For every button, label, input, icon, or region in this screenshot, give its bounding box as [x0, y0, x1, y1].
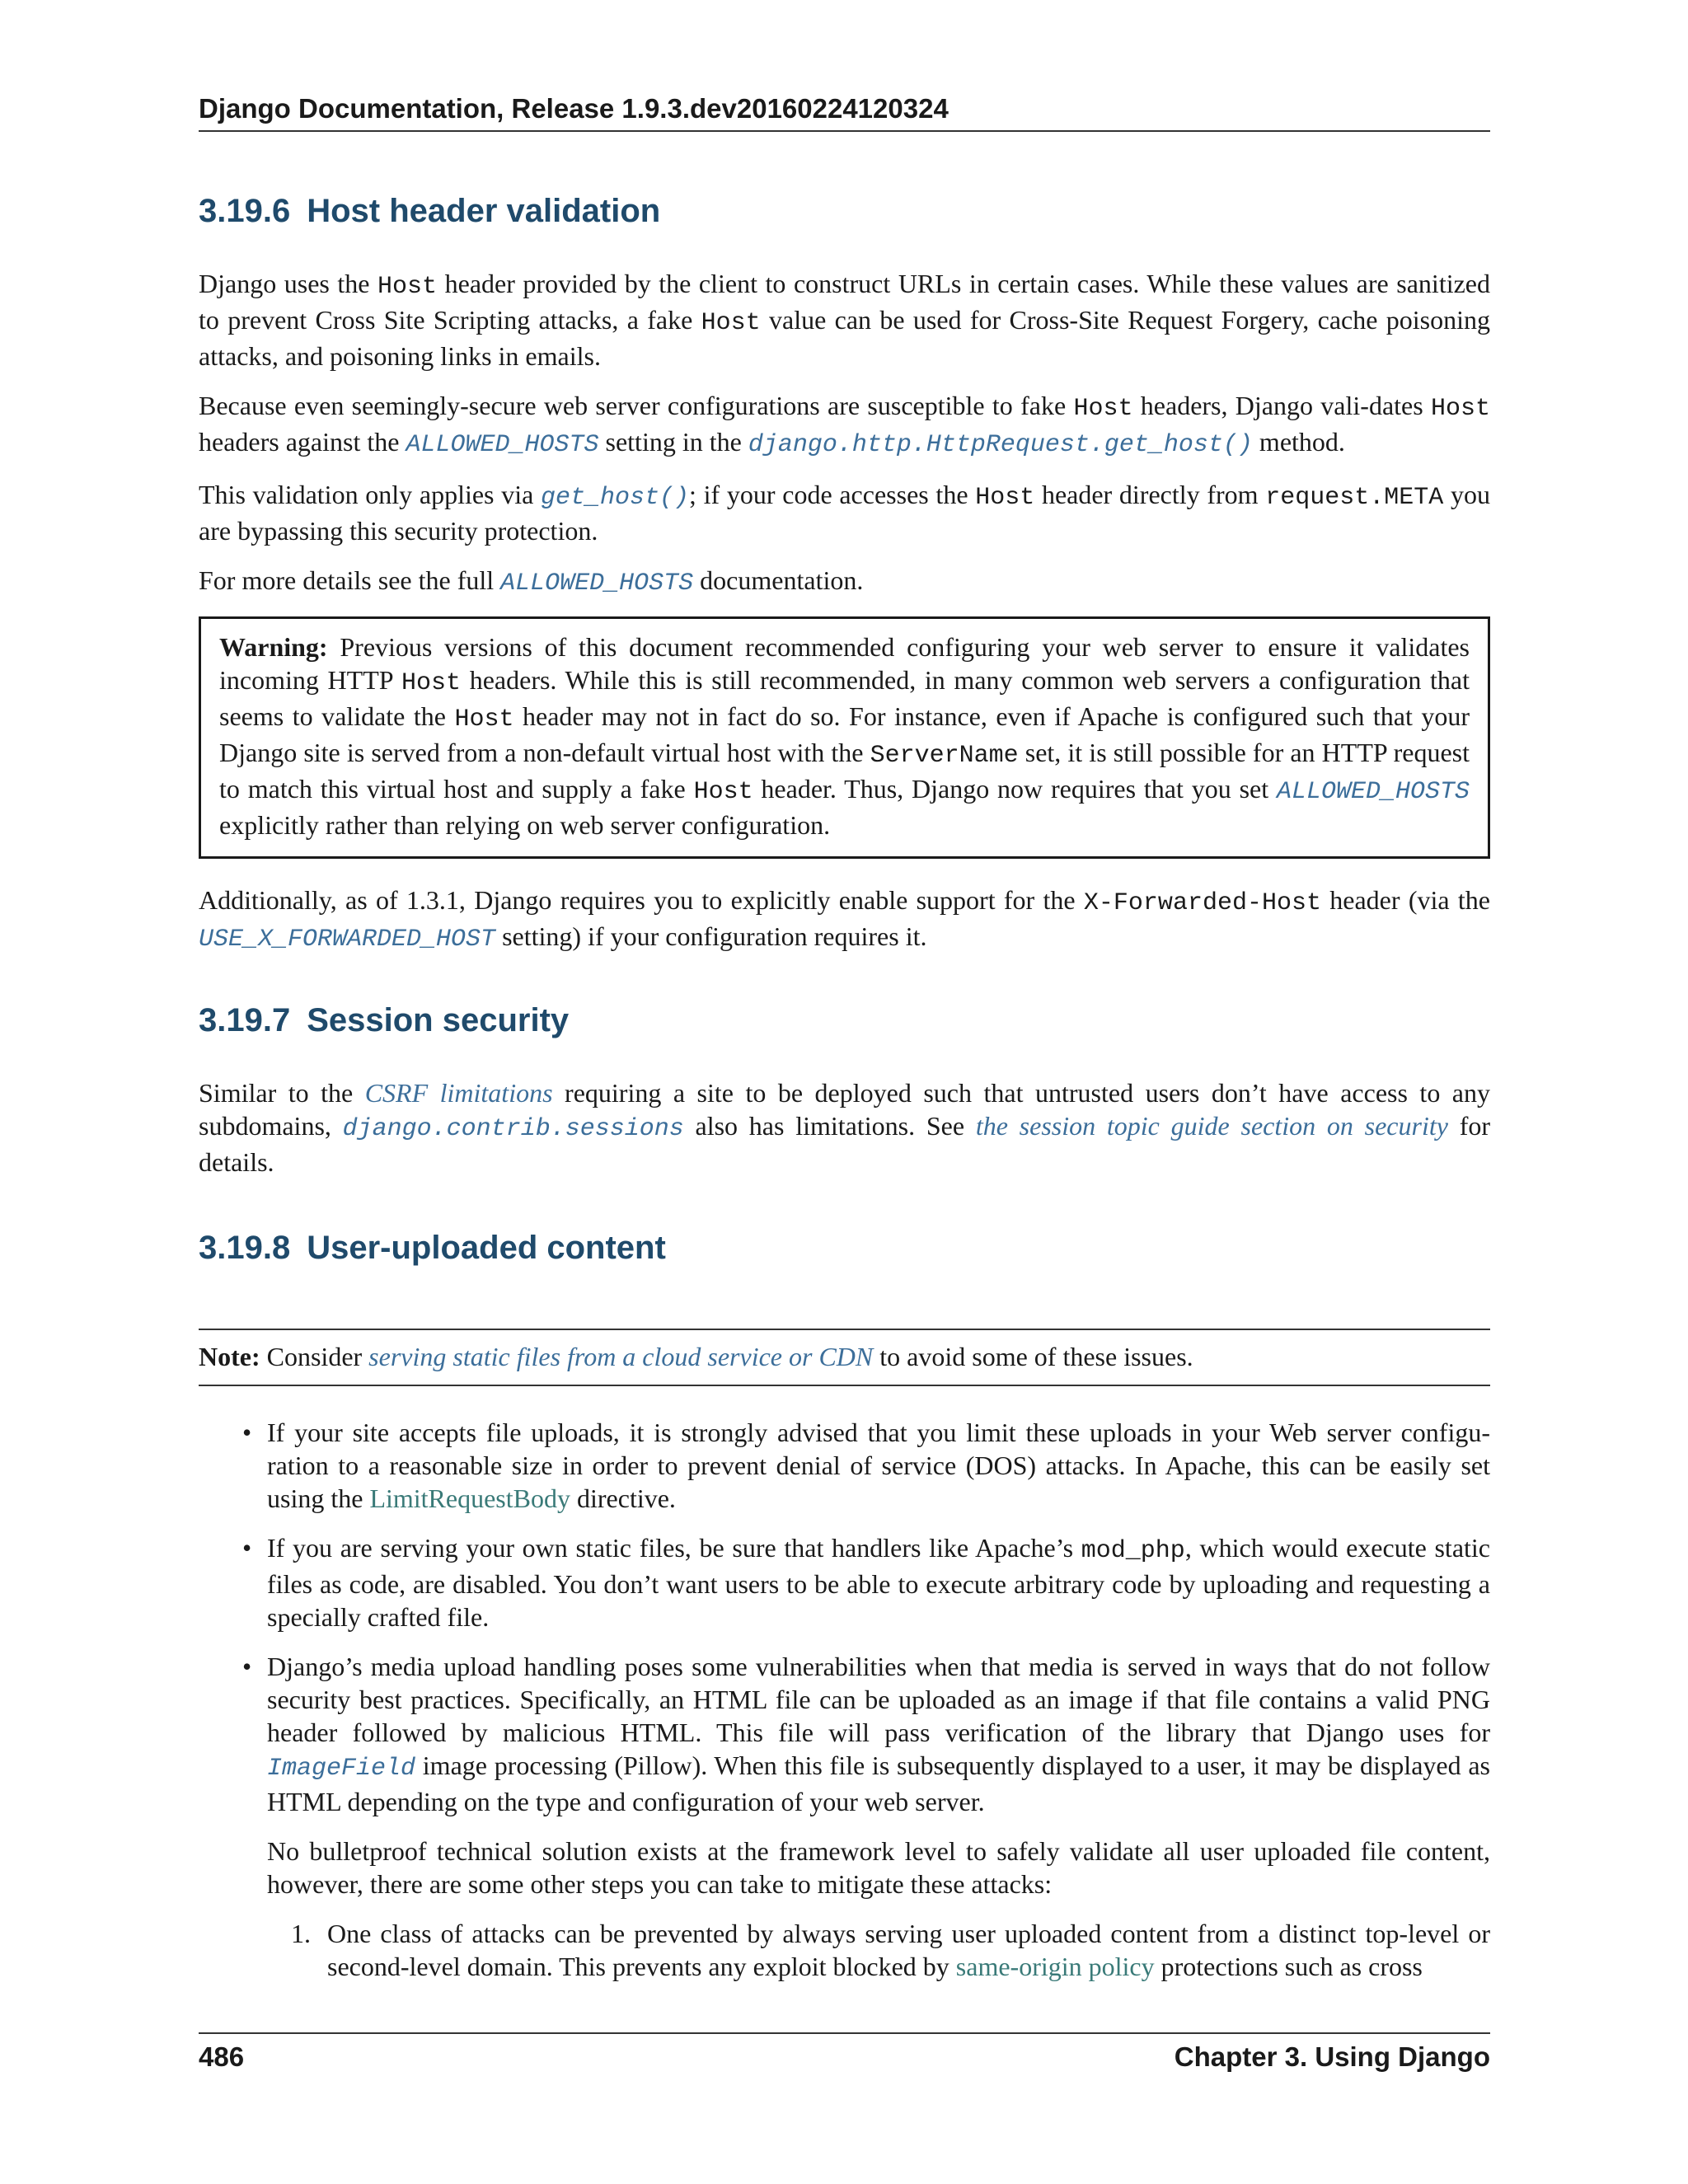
text: ; if your code accesses the: [689, 480, 976, 509]
code-literal: Host: [454, 705, 514, 733]
list-item: [199, 1917, 1490, 1983]
text: For more details see the full: [199, 565, 501, 595]
bullet-marker: •: [242, 1533, 252, 1563]
code-literal: Host: [701, 309, 761, 337]
list-item: [199, 1531, 1490, 1633]
code-literal: ServerName: [870, 742, 1019, 770]
warning-label: Warning:: [219, 632, 328, 662]
section-heading: [199, 1001, 1490, 1040]
code-literal: Host: [401, 669, 462, 697]
allowed-hosts-link[interactable]: ALLOWED_HOSTS: [500, 569, 694, 598]
text: protections such as cross: [1154, 1952, 1423, 1981]
text: Previous versions of this document recommended configuring your web server to ensure it validates incoming HTTP: [219, 632, 1470, 695]
section-host-header-validation: [199, 191, 1490, 231]
csrf-limitations-link[interactable]: CSRF limitations: [364, 1078, 553, 1108]
text: Similar to the: [199, 1078, 365, 1108]
paragraph: [199, 1076, 1490, 1179]
text: header. Thus, Django now requires that you set: [753, 774, 1277, 804]
session-security-body: [199, 1076, 1490, 1179]
note-text: [199, 1340, 1490, 1373]
code-literal: Host: [1073, 395, 1133, 423]
text: to avoid some of these issues.: [873, 1342, 1193, 1371]
user-uploaded-body: [199, 1329, 1490, 1983]
text: setting in the: [598, 427, 748, 457]
text: setting) if your configuration requires it.: [495, 921, 927, 951]
code-literal: mod_php: [1081, 1537, 1185, 1565]
paragraph: [267, 1650, 1490, 1818]
section-session-security: [199, 1001, 1490, 1040]
warning-text: [219, 630, 1470, 841]
use-x-forwarded-host-link[interactable]: USE_X_FORWARDED_HOST: [199, 926, 496, 954]
django-contrib-sessions-link[interactable]: django.contrib.sessions: [342, 1115, 684, 1143]
text: Additionally, as of 1.3.1, Django requires you to explicitly enable support for the: [199, 885, 1084, 915]
paragraph: [199, 883, 1490, 956]
text: Django uses the: [199, 269, 378, 298]
text: header (via the: [1320, 885, 1491, 915]
text: image processing (Pillow). When this file is subsequently displayed to a user, it may be displayed as HTML depending on the type and configuration of your web server.: [267, 1750, 1490, 1816]
numbered-list: [199, 1917, 1490, 1983]
bullet-list: [199, 1416, 1490, 1900]
section-heading: [199, 191, 1490, 231]
section-title: Host header validation: [307, 193, 661, 229]
paragraph: [199, 564, 1490, 600]
get-host-method-link[interactable]: django.http.HttpRequest.get_host(): [748, 431, 1253, 459]
static-files-cdn-link[interactable]: serving static files from a cloud service or CDN: [368, 1342, 874, 1371]
paragraph: [267, 1531, 1490, 1633]
text: headers, Django vali-dates: [1132, 391, 1431, 420]
text: Because even seemingly-secure web server configurations are susceptible to fake: [199, 391, 1074, 420]
paragraph: [327, 1917, 1490, 1983]
text: headers against the: [199, 427, 406, 457]
code-literal: request.META: [1265, 484, 1444, 512]
paragraph: [199, 267, 1490, 373]
code-literal: Host: [1431, 395, 1491, 423]
text: This validation only applies via: [199, 480, 541, 509]
section-heading: [199, 1228, 1490, 1268]
text: directive.: [570, 1483, 676, 1513]
code-literal: Host: [377, 273, 438, 301]
list-item: [199, 1416, 1490, 1515]
section-number: 3.19.8: [199, 1230, 291, 1266]
code-literal: Host: [975, 484, 1035, 512]
section-number: 3.19.6: [199, 193, 291, 229]
text: , which would execute static files as code, are disabled. You don’t want users to be able to execute arbitrary code by uploading and requesting a specially crafted file.: [267, 1533, 1490, 1632]
chapter-title: Chapter 3. Using Django: [1174, 2041, 1490, 2072]
bullet-marker: •: [242, 1652, 252, 1681]
paragraph: [199, 389, 1490, 462]
section-user-uploaded-content: [199, 1228, 1490, 1268]
page-number: 486: [199, 2041, 245, 2072]
section-number: 3.19.7: [199, 1002, 291, 1038]
imagefield-link[interactable]: ImageField: [267, 1755, 416, 1783]
text: set, it is still possible for an HTTP request to match this virtual host and supply a fake: [219, 738, 1470, 804]
text: Consider: [260, 1342, 369, 1371]
text: One class of attacks can be prevented by always serving user uploaded content from a distinct top-level or second-level domain. This prevents any exploit blocked by: [327, 1919, 1490, 1981]
host-header-body: [199, 267, 1490, 972]
bullet-marker: •: [242, 1418, 252, 1447]
section-title: Session security: [307, 1002, 570, 1038]
text: for details.: [199, 1111, 1491, 1177]
running-header: Django Documentation, Release 1.9.3.dev20160224120324: [199, 92, 1490, 132]
allowed-hosts-link[interactable]: ALLOWED_HOSTS: [1276, 778, 1470, 806]
text: documentation.: [693, 565, 864, 595]
code-literal: X-Forwarded-Host: [1083, 889, 1321, 917]
text: header provided by the client to construct URLs in certain cases. While these values are sanitized to prevent Cross Site Scripting attacks, a fake: [199, 269, 1490, 335]
text: you are bypassing this security protection.: [199, 480, 1490, 546]
paragraph: [267, 1416, 1490, 1515]
allowed-hosts-link[interactable]: ALLOWED_HOSTS: [406, 431, 599, 459]
text: value can be used for Cross-Site Request Forgery, cache poisoning attacks, and poisoning links in emails.: [199, 305, 1491, 371]
text: requiring a site to be deployed such that untrusted users don’t have access to any subdomains,: [199, 1078, 1491, 1141]
text: If your site accepts file uploads, it is strongly advised that you limit these uploads in your Web server configu-ration to a reasonable size in order to prevent denial of service (DOS) attacks. In Apache, this can be easily set using the: [267, 1418, 1490, 1513]
text: also has limitations. See: [683, 1111, 976, 1141]
text: Django’s media upload handling poses some vulnerabilities when that media is served in ways that do not follow security best practices. Specifically, an HTML file can be uploaded as an image if that file contains a valid PNG header followed by malicious HTML. This file will pass verification of the library that Django uses for: [267, 1652, 1490, 1747]
text: header may not in fact do so. For instance, even if Apache is configured such that your Django site is served from a non-default virtual host with the: [219, 701, 1470, 767]
code-literal: Host: [693, 778, 753, 806]
same-origin-policy-link[interactable]: same-origin policy: [955, 1952, 1155, 1981]
paragraph: No bulletproof technical solution exists at the framework level to safely validate all user uploaded file content, however, there are some other steps you can take to mitigate these attacks:: [267, 1836, 1490, 1899]
list-number: 1.: [291, 1919, 311, 1948]
limit-request-body-link[interactable]: LimitRequestBody: [369, 1483, 570, 1513]
note-label: Note:: [199, 1342, 260, 1371]
note-box: [199, 1329, 1490, 1386]
running-footer: [199, 2032, 1490, 2074]
text: header directly from: [1034, 480, 1266, 509]
warning-box: [199, 616, 1490, 859]
paragraph: [199, 478, 1490, 547]
get-host-link[interactable]: get_host(): [541, 484, 690, 512]
text: If you are serving your own static files, be sure that handlers like Apache’s: [267, 1533, 1081, 1563]
text: headers. While this is still recommended, in many common web servers a configuration that seems to validate the: [219, 665, 1470, 731]
text: method.: [1252, 427, 1345, 457]
session-security-guide-link[interactable]: the session topic guide section on security: [975, 1111, 1448, 1141]
text: explicitly rather than relying on web server configuration.: [219, 810, 831, 840]
list-item: [199, 1650, 1490, 1900]
section-title: User-uploaded content: [307, 1230, 666, 1266]
